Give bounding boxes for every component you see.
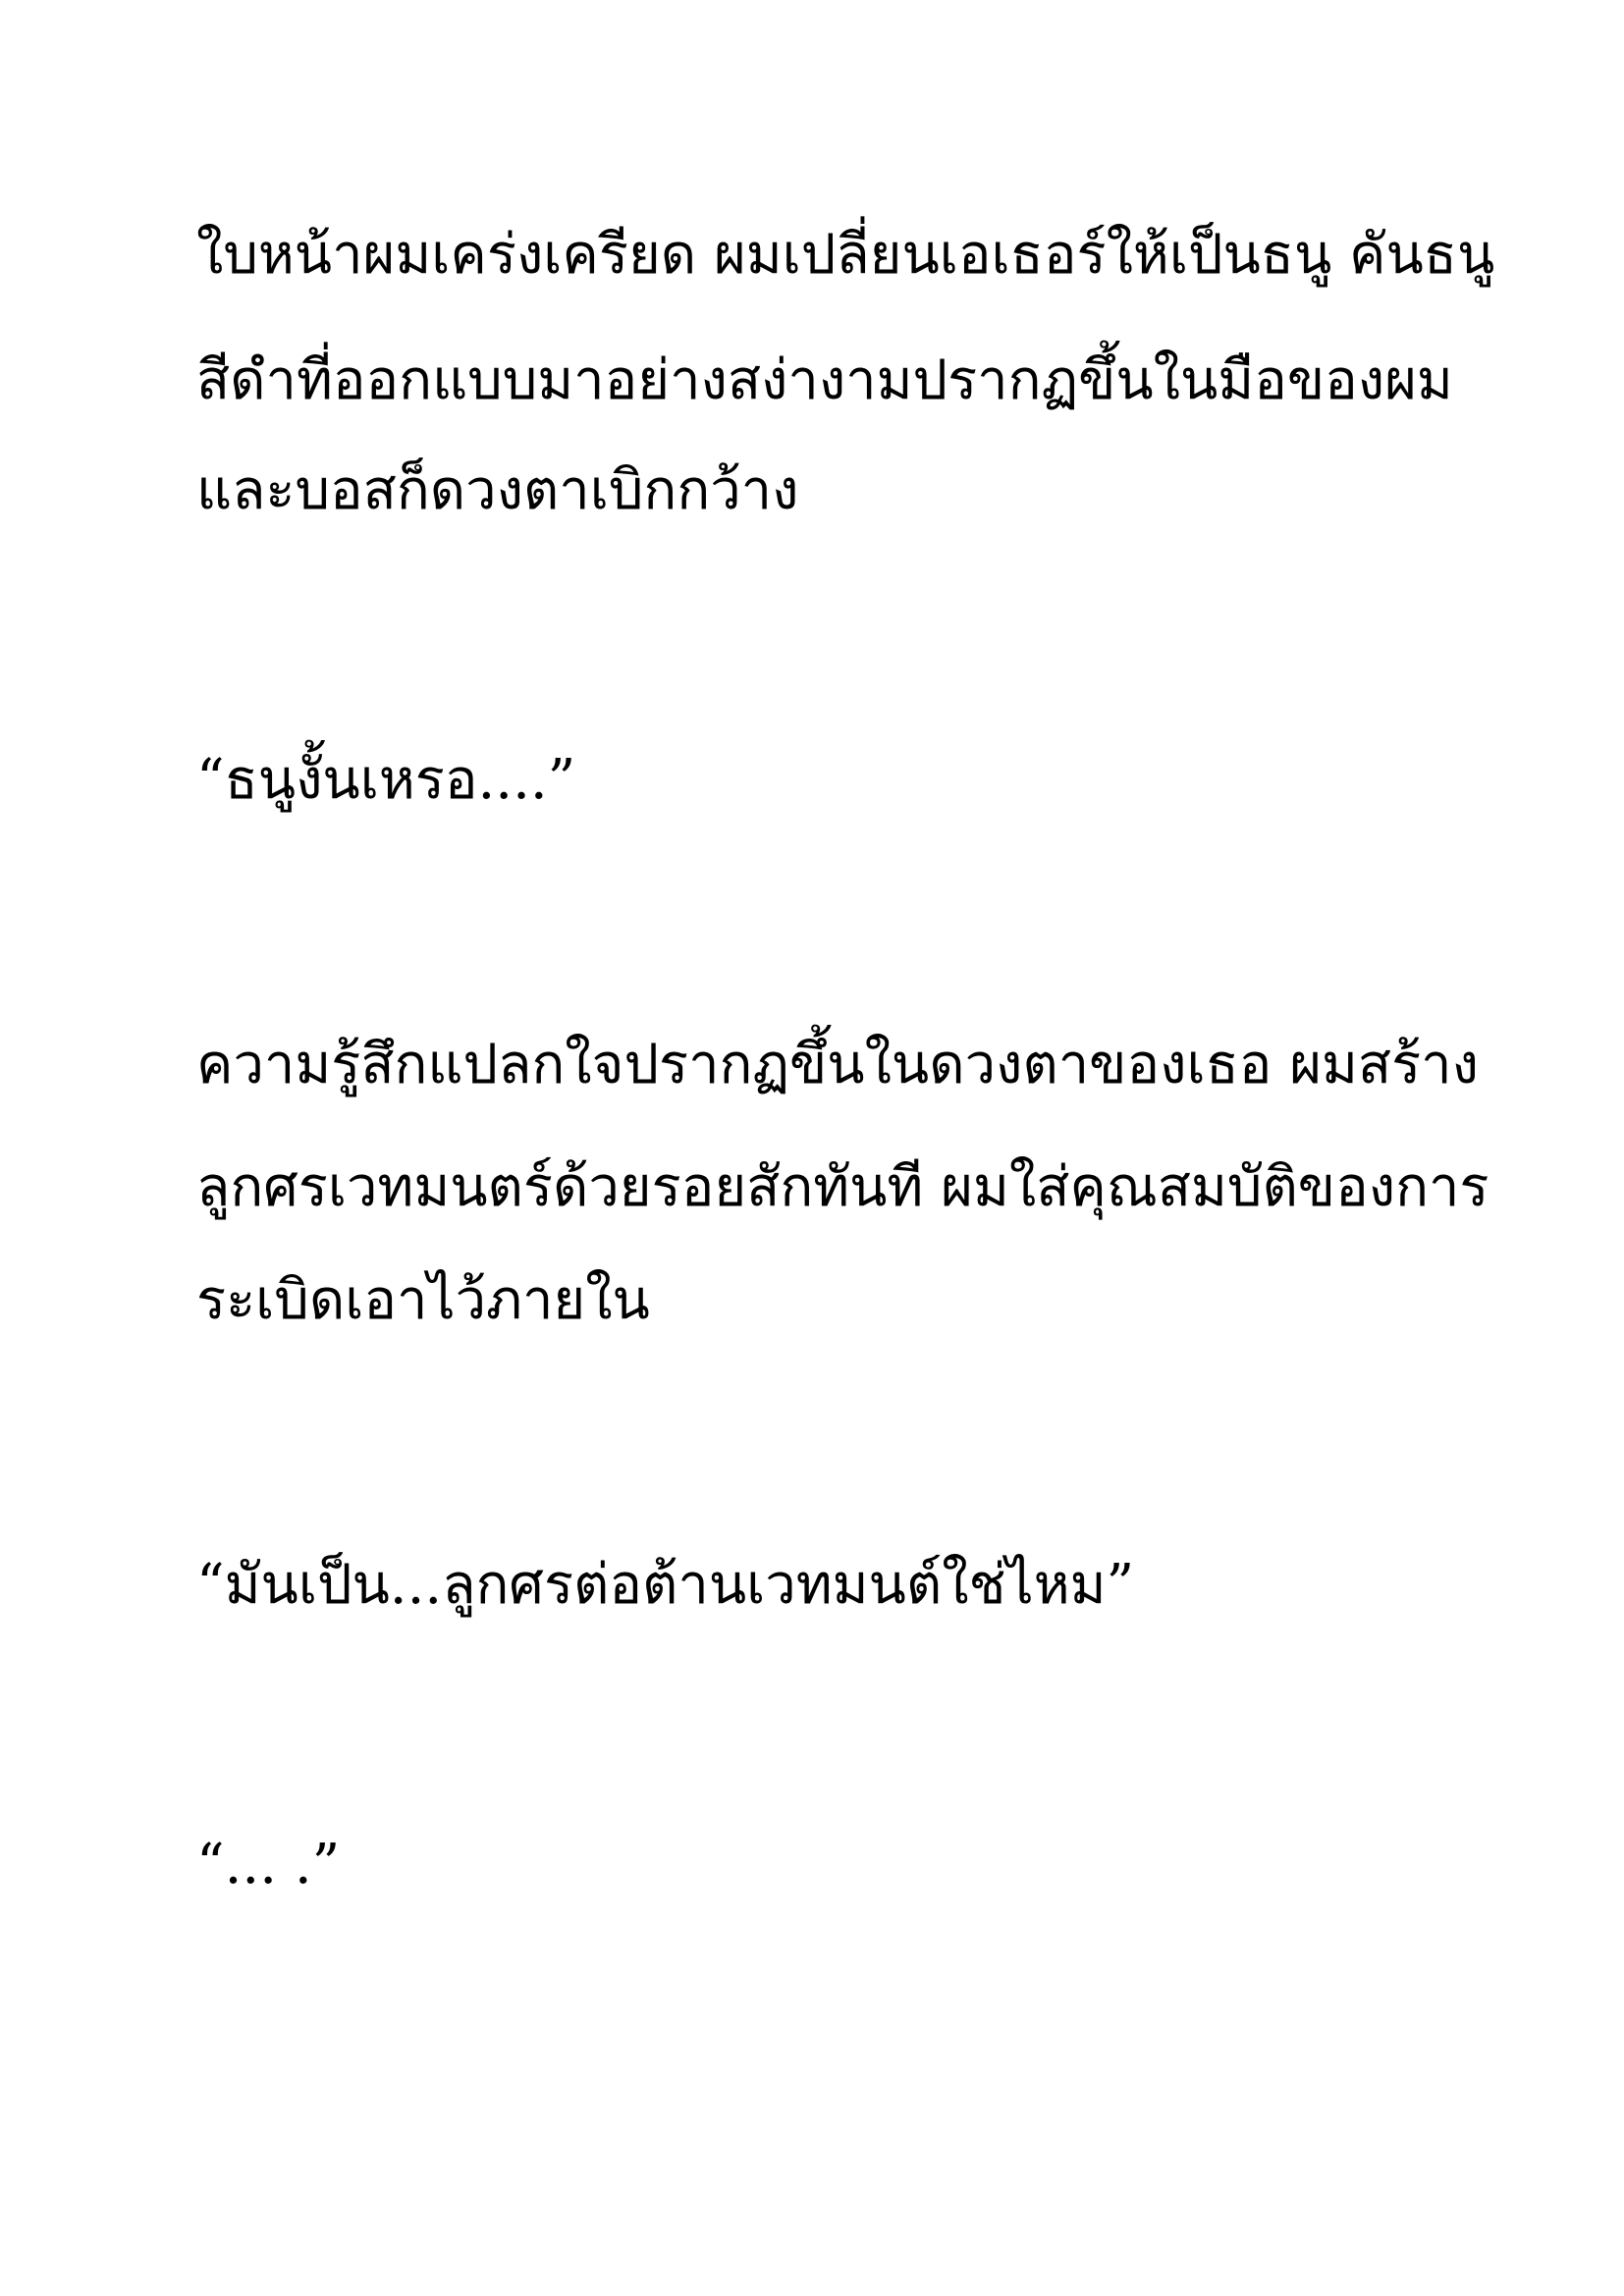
dialogue-3: “... .” [196, 1833, 341, 1896]
paragraph-2-line-1: ความรู้สึกแปลกใจปรากฏขึ้นในดวงตาของเธอ ผมสร้าง [196, 1033, 1479, 1096]
dialogue-1: “ธนูงั้นเหรอ....” [196, 748, 576, 812]
paragraph-2-line-2: ลูกศรเวทมนตร์ด้วยรอยสักทันที ผมใส่คุณสมบัติของการ [196, 1155, 1489, 1219]
paragraph-2-line-3: ระเบิดเอาไว้ภายใน [196, 1268, 650, 1332]
paragraph-1-line-3: และบอสก็ดวงตาเบิกกว้าง [196, 458, 799, 522]
paragraph-1-line-2: สีดำที่ออกแบบมาอย่างสง่างามปรากฏขึ้นในมือของผม [196, 348, 1453, 412]
dialogue-2: “มันเป็น...ลูกศรต่อต้านเวทมนต์ใช่ไหม” [196, 1553, 1135, 1617]
paragraph-1-line-1: ใบหน้าผมเคร่งเครียด ผมเปลี่ยนเอเธอร์ให้เป็นธนู คันธนู [196, 223, 1495, 287]
